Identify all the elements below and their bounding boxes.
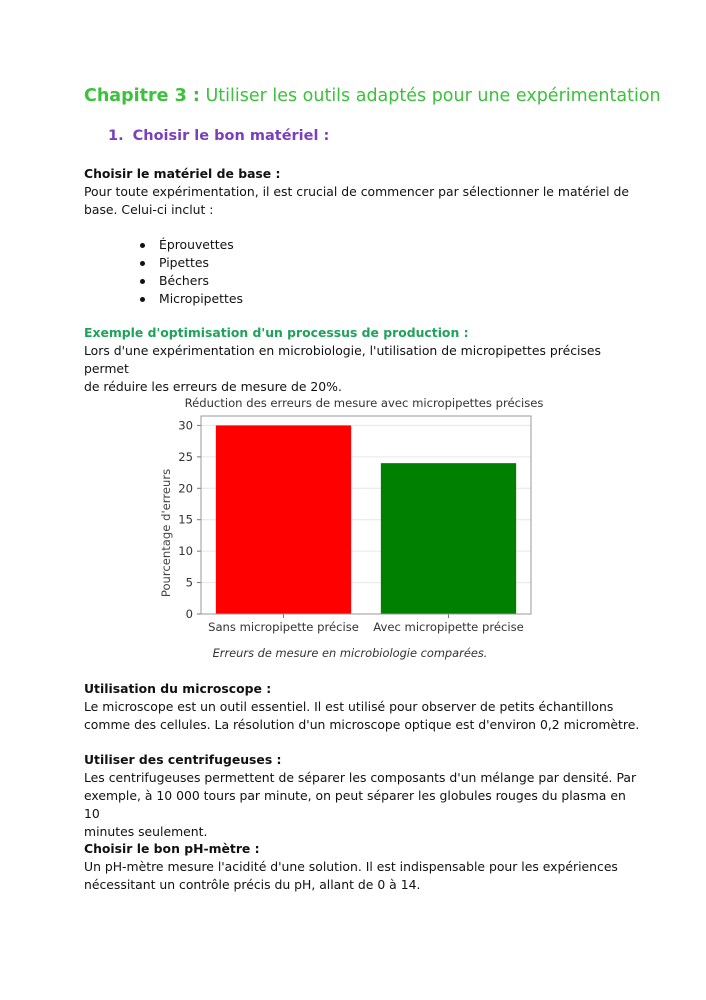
base-line-1: Pour toute expérimentation, il est crucial de commencer par sélectionner le matériel de bbox=[84, 184, 630, 199]
chart-title: Réduction des erreurs de mesure avec micropipettes précises bbox=[184, 396, 544, 410]
phmeter-block bbox=[84, 840, 644, 894]
list-item: Béchers bbox=[140, 272, 243, 290]
base-line-2: base. Celui-ci inclut : bbox=[84, 202, 214, 217]
microscope-heading: Utilisation du microscope : bbox=[84, 681, 272, 696]
x-tick-label: Avec micropipette précise bbox=[373, 620, 524, 634]
base-material-block bbox=[84, 165, 644, 219]
y-tick-label: 5 bbox=[185, 575, 193, 590]
phmeter-heading: Choisir le bon pH-mètre : bbox=[84, 841, 260, 856]
example-line-1: Lors d'une expérimentation en microbiologie, l'utilisation de micropipettes précises permet bbox=[84, 343, 601, 376]
section-title: Choisir le bon matériel : bbox=[132, 128, 330, 144]
error-reduction-chart bbox=[150, 390, 560, 665]
centrifuge-line-1: Les centrifugeuses permettent de séparer les composants d'un mélange par densité. Par bbox=[84, 770, 637, 785]
list-item: Pipettes bbox=[140, 254, 243, 272]
base-heading: Choisir le matériel de base : bbox=[84, 166, 281, 181]
y-axis-label: Pourcentage d'erreurs bbox=[159, 468, 173, 598]
centrifuge-heading: Utiliser des centrifugeuses : bbox=[84, 752, 282, 767]
y-tick-label: 10 bbox=[178, 544, 193, 559]
microscope-line-2: comme des cellules. La résolution d'un microscope optique est d'environ 0,2 micromètre. bbox=[84, 717, 640, 732]
example-heading: Exemple d'optimisation d'un processus de production : bbox=[84, 325, 469, 340]
centrifuge-block bbox=[84, 751, 644, 841]
list-item: Éprouvettes bbox=[140, 236, 243, 254]
chapter-label: Chapitre 3 : bbox=[84, 86, 200, 106]
phmeter-line-1: Un pH-mètre mesure l'acidité d'une solution. Il est indispensable pour les expériences bbox=[84, 859, 618, 874]
y-tick-label: 0 bbox=[185, 607, 193, 621]
chapter-title bbox=[84, 86, 661, 106]
centrifuge-line-2: exemple, à 10 000 tours par minute, on peut séparer les globules rouges du plasma en 10 bbox=[84, 788, 626, 821]
material-list bbox=[140, 236, 243, 308]
phmeter-line-2: nécessitant un contrôle précis du pH, allant de 0 à 14. bbox=[84, 877, 421, 892]
y-tick-label: 30 bbox=[178, 418, 193, 433]
list-item: Micropipettes bbox=[140, 290, 243, 308]
example-block bbox=[84, 324, 644, 396]
chart-svg bbox=[150, 390, 560, 665]
chart-caption: Erreurs de mesure en microbiologie comparées. bbox=[212, 646, 488, 660]
bar-sans-micropipette bbox=[216, 425, 351, 614]
microscope-block bbox=[84, 680, 644, 734]
y-tick-label: 20 bbox=[178, 481, 193, 496]
centrifuge-line-3: minutes seulement. bbox=[84, 824, 208, 839]
x-tick-label: Sans micropipette précise bbox=[208, 620, 359, 634]
microscope-line-1: Le microscope est un outil essentiel. Il est utilisé pour observer de petits échantillons bbox=[84, 699, 614, 714]
section-number: 1. bbox=[108, 128, 124, 144]
y-tick-label: 15 bbox=[178, 512, 193, 527]
chapter-title-text: Utiliser les outils adaptés pour une expérimentation bbox=[205, 86, 661, 106]
example-line-2: de réduire les erreurs de mesure de 20%. bbox=[84, 379, 342, 394]
bar-avec-micropipette bbox=[381, 463, 516, 614]
section-heading bbox=[108, 128, 329, 144]
y-tick-label: 25 bbox=[178, 449, 193, 464]
